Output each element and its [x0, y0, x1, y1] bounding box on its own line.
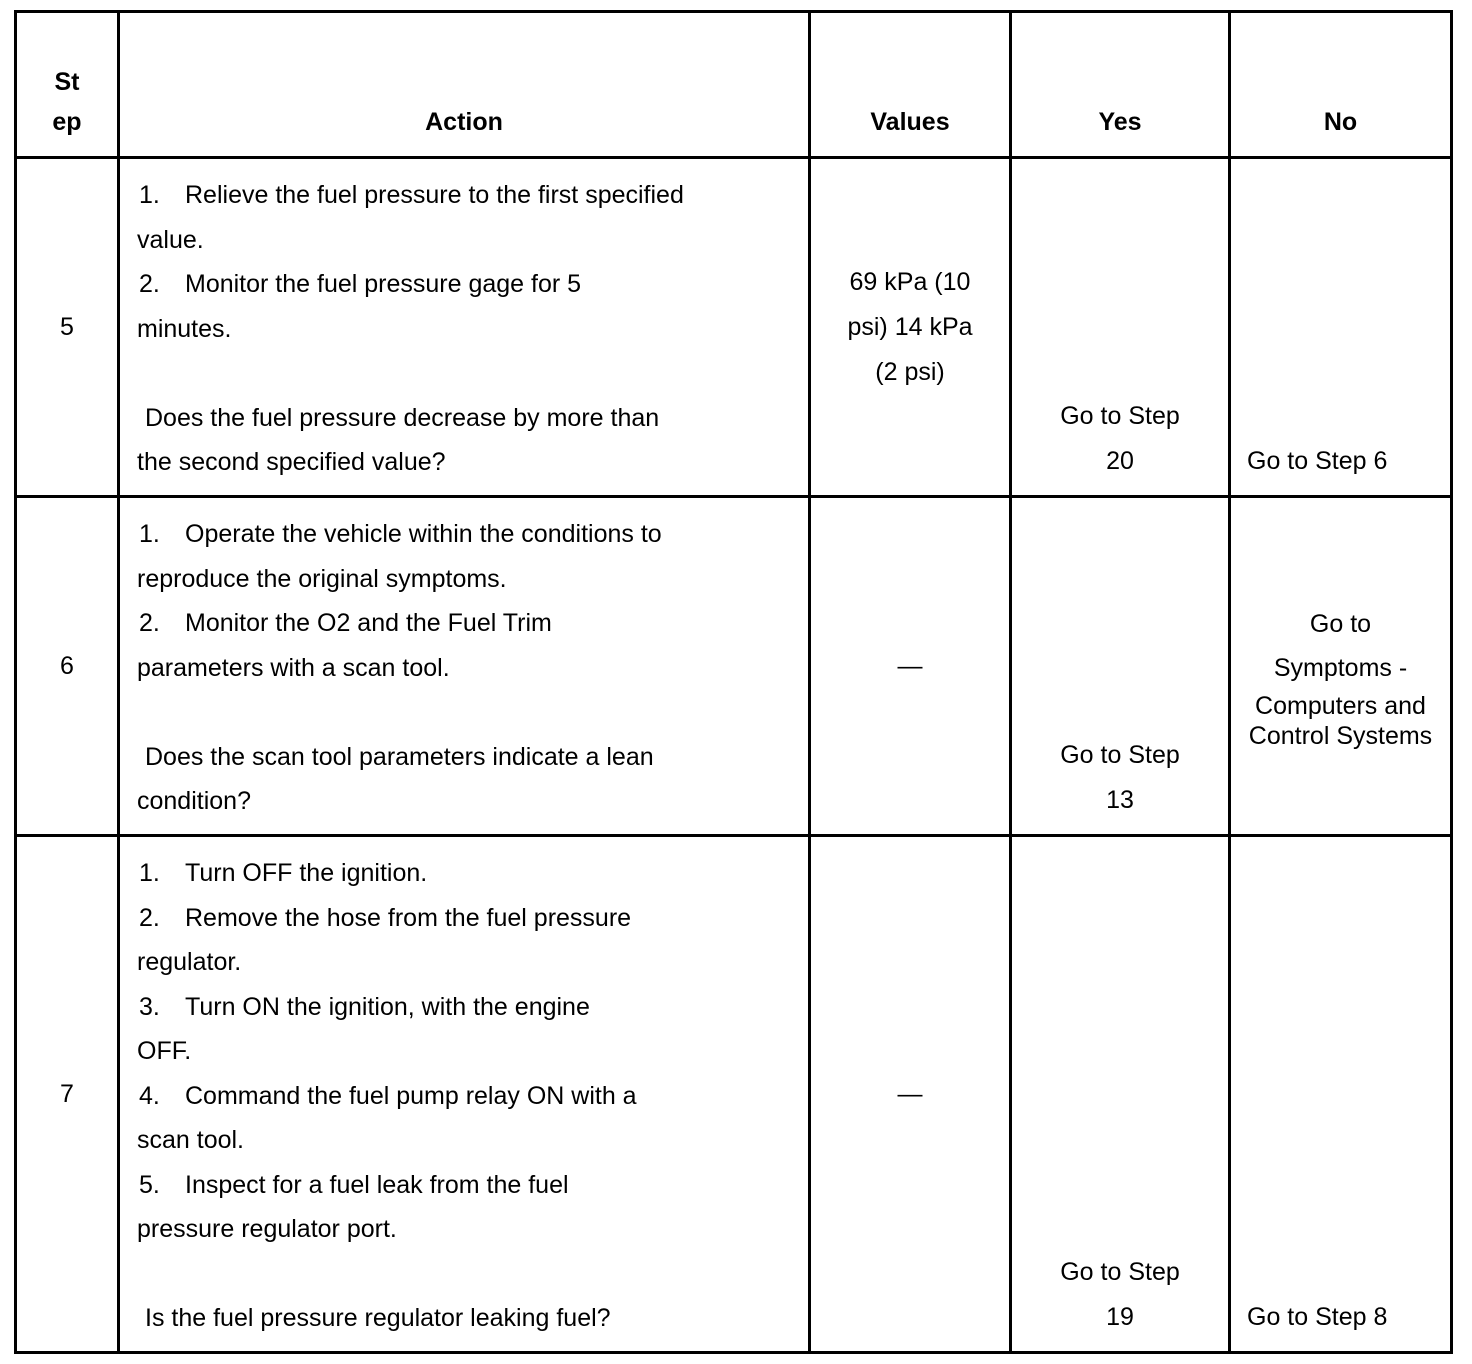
item-text: Relieve the fuel pressure to the first specified: [185, 181, 684, 209]
yes-cell: [1011, 497, 1230, 836]
values-cell: [810, 836, 1011, 1353]
item-number: 1.: [139, 520, 160, 548]
item-number: 1.: [139, 859, 160, 887]
header-no: No: [1230, 12, 1452, 158]
yes-cell: [1011, 836, 1230, 1353]
yes-line: Go to Step: [1060, 402, 1180, 430]
yes-line: Go to Step: [1060, 741, 1180, 769]
item-text: Turn ON the ignition, with the engine: [185, 992, 590, 1021]
diagnostic-table: [14, 10, 1453, 1354]
yes-line: Go to Step: [1060, 1258, 1180, 1286]
values-cell: [810, 497, 1011, 836]
action-item: [137, 512, 808, 557]
question-text: Does the fuel pressure decrease by more than: [145, 403, 660, 432]
item-number: 2.: [139, 903, 160, 932]
yes-line: 13: [1106, 785, 1134, 814]
item-text-continued: minutes.: [137, 314, 232, 343]
yes-line: 20: [1106, 446, 1134, 475]
header-yes: Yes: [1011, 12, 1230, 158]
action-cell: [119, 158, 810, 497]
values-dash: —: [897, 651, 923, 680]
action-item: [137, 851, 808, 896]
item-text-continued: parameters with a scan tool.: [137, 653, 450, 682]
header-row: [16, 12, 1452, 158]
item-number: 2.: [139, 609, 160, 637]
item-text-continued: regulator.: [137, 948, 242, 976]
values-line: psi) 14 kPa: [847, 312, 973, 341]
no-cell: [1230, 497, 1452, 836]
item-text: Inspect for a fuel leak from the fuel: [185, 1170, 569, 1199]
no-line: Symptoms -: [1273, 654, 1408, 682]
spacer: [137, 690, 808, 735]
no-line: Computers and: [1255, 691, 1426, 720]
header-step-line: St: [54, 68, 80, 96]
yes-line: 19: [1106, 1302, 1134, 1331]
item-text: Command the fuel pump relay ON with a: [185, 1081, 637, 1110]
action-item: [137, 601, 808, 646]
question-text: Does the scan tool parameters indicate a lean: [145, 742, 654, 771]
yes-cell: [1011, 158, 1230, 497]
item-text: Remove the hose from the fuel pressure: [185, 903, 632, 932]
item-text-continued: value.: [137, 225, 204, 254]
question-text: Is the fuel pressure regulator leaking fuel?: [145, 1304, 611, 1332]
item-text-continued: pressure regulator port.: [137, 1215, 397, 1243]
spacer: [137, 1252, 808, 1297]
item-text: Monitor the O2 and the Fuel Trim: [185, 609, 552, 637]
item-text-continued: reproduce the original symptoms.: [137, 564, 507, 593]
item-text: Turn OFF the ignition.: [185, 859, 428, 887]
question-text-continued: condition?: [137, 787, 251, 815]
values-dash: —: [897, 1079, 923, 1108]
item-text-continued: OFF.: [137, 1037, 192, 1065]
action-cell: [119, 497, 810, 836]
action-item: [137, 985, 808, 1030]
action-item: [137, 1163, 808, 1208]
item-number: 4.: [139, 1081, 160, 1110]
item-text: Monitor the fuel pressure gage for 5: [185, 270, 582, 298]
item-number: 1.: [139, 181, 160, 209]
header-step-line: ep: [52, 108, 82, 136]
step-number: 5: [16, 158, 119, 497]
values-line: 69 kPa (10: [849, 267, 971, 296]
action-item: [137, 896, 808, 941]
action-item: [137, 262, 808, 307]
spacer: [137, 351, 808, 396]
item-number: 3.: [139, 992, 160, 1021]
action-item: [137, 173, 808, 218]
no-line: Go to: [1309, 609, 1372, 638]
header-step: [16, 12, 119, 158]
no-line: Control Systems: [1248, 721, 1433, 750]
item-number: 5.: [139, 1170, 160, 1199]
action-cell: [119, 836, 810, 1353]
header-action: Action: [119, 12, 810, 158]
action-item: [137, 1074, 808, 1119]
item-number: 2.: [139, 270, 160, 298]
no-cell: Go to Step 6: [1230, 158, 1452, 497]
item-text-continued: scan tool.: [137, 1126, 245, 1154]
item-text: Operate the vehicle within the conditions to: [185, 520, 662, 548]
step-number: 6: [16, 497, 119, 836]
table-row-step-5: [16, 158, 1452, 497]
table-row-step-6: [16, 497, 1452, 836]
values-line: (2 psi): [875, 357, 945, 386]
question-text-continued: the second specified value?: [137, 448, 446, 476]
no-cell: Go to Step 8: [1230, 836, 1452, 1353]
step-number: 7: [16, 836, 119, 1353]
header-values: Values: [810, 12, 1011, 158]
table-row-step-7: [16, 836, 1452, 1353]
values-cell: [810, 158, 1011, 497]
